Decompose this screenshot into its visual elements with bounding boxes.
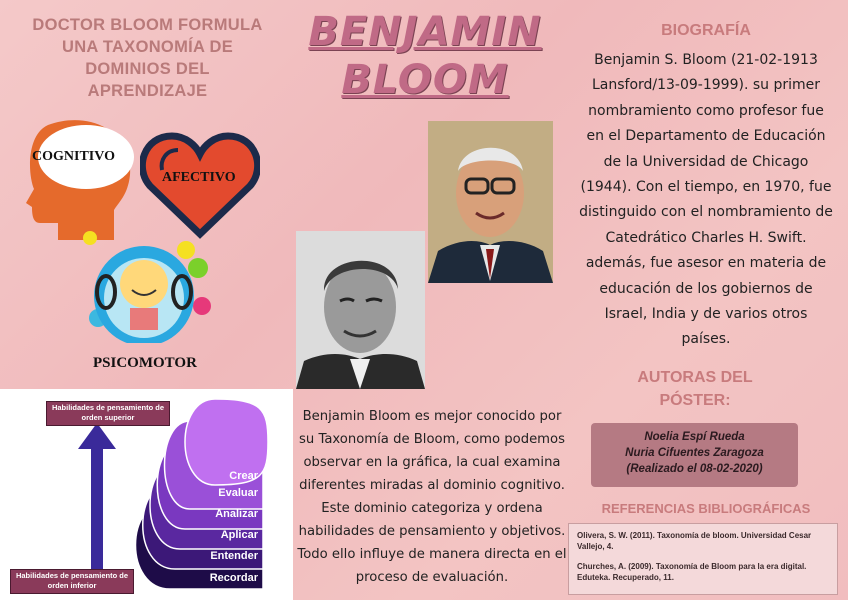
title-line-2: BLOOM — [341, 57, 509, 103]
reference-item: Churches, A. (2009). Taxonomía de Bloom para la era digital. Eduteka. Recuperado, 11. — [577, 562, 807, 582]
psychomotor-label: PSICOMOTOR — [93, 355, 197, 371]
cognitive-head-icon — [18, 115, 138, 240]
references-box — [568, 523, 838, 595]
authors-box — [591, 423, 798, 487]
affective-label: AFECTIVO — [162, 170, 236, 185]
poster-date: (Realizado el 08-02-2020) — [626, 463, 763, 475]
biography-heading: BIOGRAFÍA — [661, 22, 751, 39]
lower-order-note: Habilidades de pensamiento de orden inferior — [10, 569, 134, 594]
left-heading: DOCTOR BLOOM FORMULA UNA TAXONOMÍA DE DOMINIOS DEL APRENDIZAJE — [32, 16, 263, 100]
author-1: Noelia Espí Rueda — [644, 431, 745, 443]
page-title — [300, 8, 550, 104]
taxonomy-level-aplicar: Aplicar — [220, 529, 258, 541]
psychomotor-icon — [78, 228, 212, 343]
biography-text: Benjamin S. Bloom (21-02-1913 Lansford/13-09-1999). su primer nombramiento como profesor fue en el Departamento de Educación de la Universidad de Chicago (1944). Con el tiempo, en 1970, fue distinguido con el nombramiento de Catedrático Charles H. Swift. además, fue asesor en materia de educación de los gobiernos de Israel, India y de varios otros países. — [579, 52, 833, 348]
reference-item: Olivera, S. W. (2011). Taxonomía de bloom. Universidad Cesar Vallejo, 4. — [577, 531, 812, 551]
taxonomy-level-crear: Crear — [229, 470, 258, 482]
higher-order-note: Habilidades de pensamiento de orden superior — [46, 401, 170, 426]
bloom-taxonomy-diagram — [0, 389, 293, 600]
bloom-photo-young — [296, 231, 425, 389]
taxonomy-level-analizar: Analizar — [215, 508, 258, 520]
author-2: Nuria Cifuentes Zaragoza — [625, 447, 764, 459]
center-description: Benjamin Bloom es mejor conocido por su Taxonomía de Bloom, como podemos observar en la gráfica, la cual examina diferentes miradas al dominio cognitivo. Este dominio categoriza y ordena habilidades de pensamiento y objetivos. Todo ello influye de manera directa en el proceso de evaluación. — [297, 409, 567, 585]
references-heading: REFERENCIAS BIBLIOGRÁFICAS — [601, 501, 811, 516]
taxonomy-level-entender: Entender — [210, 550, 258, 562]
taxonomy-level-recordar: Recordar — [209, 572, 258, 584]
authors-heading: AUTORAS DEL PÓSTER: — [637, 369, 753, 409]
cognitive-label: COGNITIVO — [32, 149, 115, 164]
bloom-photo-elder — [428, 121, 553, 283]
taxonomy-level-evaluar: Evaluar — [218, 487, 258, 499]
title-line-1: BENJAMIN — [308, 9, 542, 55]
